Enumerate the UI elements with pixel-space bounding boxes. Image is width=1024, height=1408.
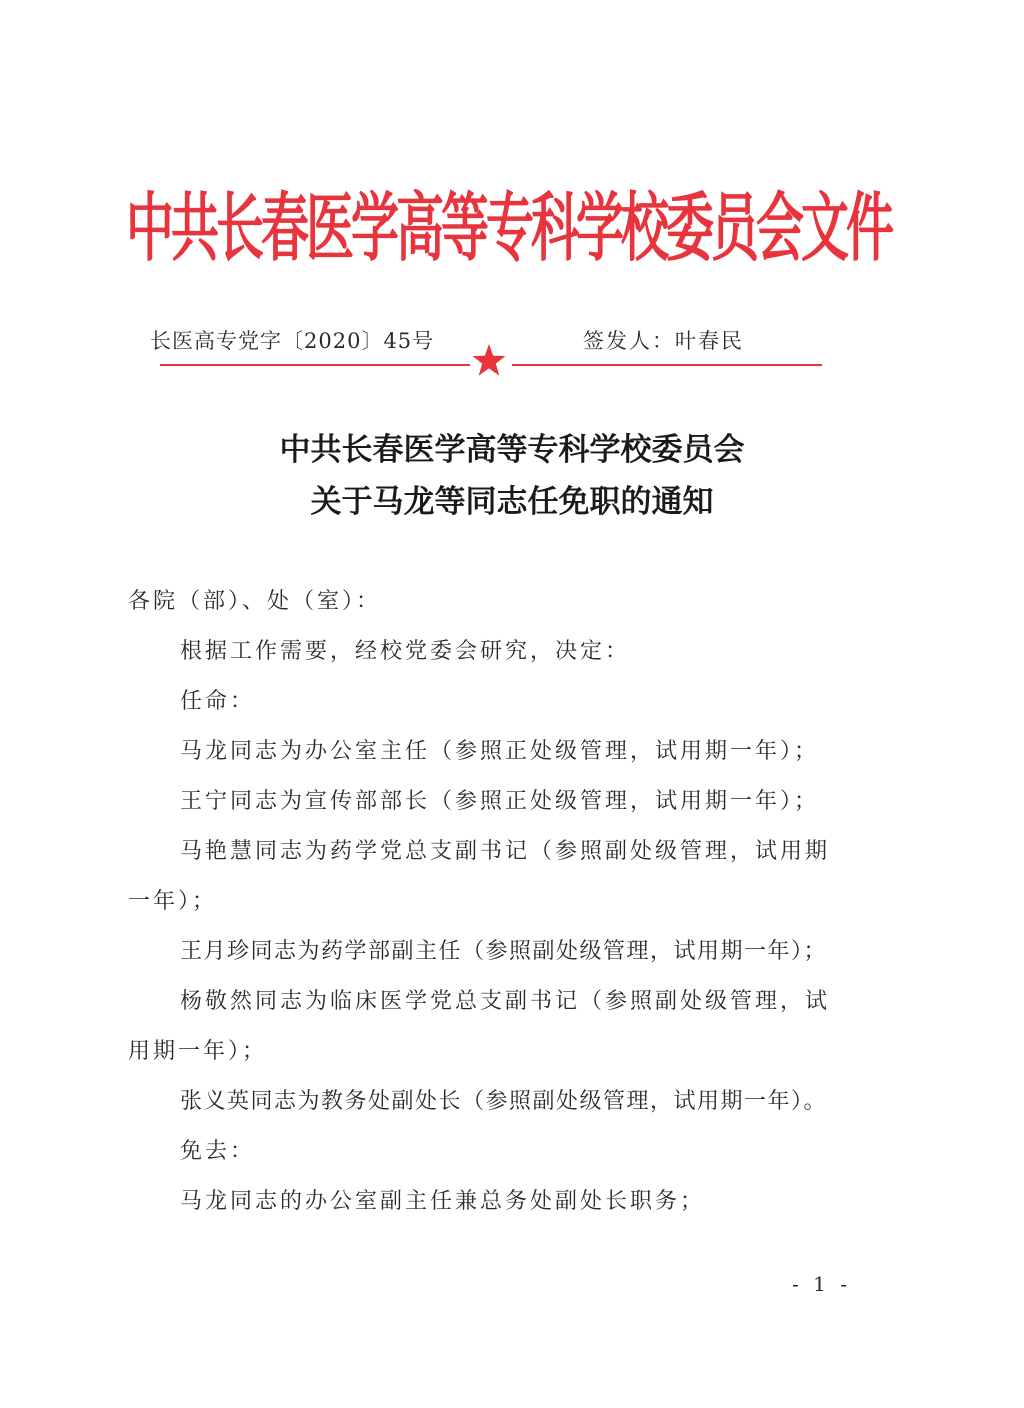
- notice-title-line-1: 中共长春医学高等专科学校委员会: [279, 432, 745, 468]
- salutation: 各院（部）、处（室）：: [128, 589, 382, 614]
- appointment-line: 张义英同志为教务处副处长（参照副处级管理，试用期一年）。: [180, 1089, 828, 1114]
- appointment-line: 王宁同志为宣传部部长（参照正处级管理，试用期一年）；: [180, 789, 820, 814]
- dismiss-heading: 免去：: [180, 1139, 256, 1164]
- signer-label: 签发人：: [583, 329, 675, 353]
- document-number: 长医高专党字〔2020〕45号: [150, 329, 435, 353]
- appointment-line: 马艳慧同志为药学党总支副书记（参照副处级管理，试用期: [180, 839, 831, 864]
- appoint-heading: 任命：: [180, 689, 256, 714]
- appointment-line: 杨敬然同志为临床医学党总支副书记（参照副处级管理，试: [180, 989, 831, 1014]
- red-divider-left: [160, 364, 470, 366]
- appointment-line-continued: 一年）；: [128, 889, 218, 914]
- dismissal-line: 马龙同志的办公室副主任兼总务处副处长职务；: [180, 1189, 706, 1214]
- signer-name: 叶春民: [675, 329, 744, 353]
- page-number: - 1 -: [792, 1272, 851, 1296]
- appointment-line: 王月珍同志为药学部副主任（参照副处级管理，试用期一年）；: [180, 939, 828, 964]
- red-star-icon: [471, 340, 507, 380]
- signer-block: [583, 325, 744, 355]
- issuer-red-header: 中共长春医学高等专科学校委员会文件: [126, 185, 892, 272]
- appointment-line: 马龙同志为办公室主任（参照正处级管理，试用期一年）；: [180, 739, 820, 764]
- intro-paragraph: 根据工作需要，经校党委会研究，决定：: [180, 639, 631, 664]
- appointment-line-continued: 用期一年）；: [128, 1039, 268, 1064]
- notice-title-line-2: 关于马龙等同志任免职的通知: [310, 484, 714, 520]
- red-divider-right: [512, 364, 822, 366]
